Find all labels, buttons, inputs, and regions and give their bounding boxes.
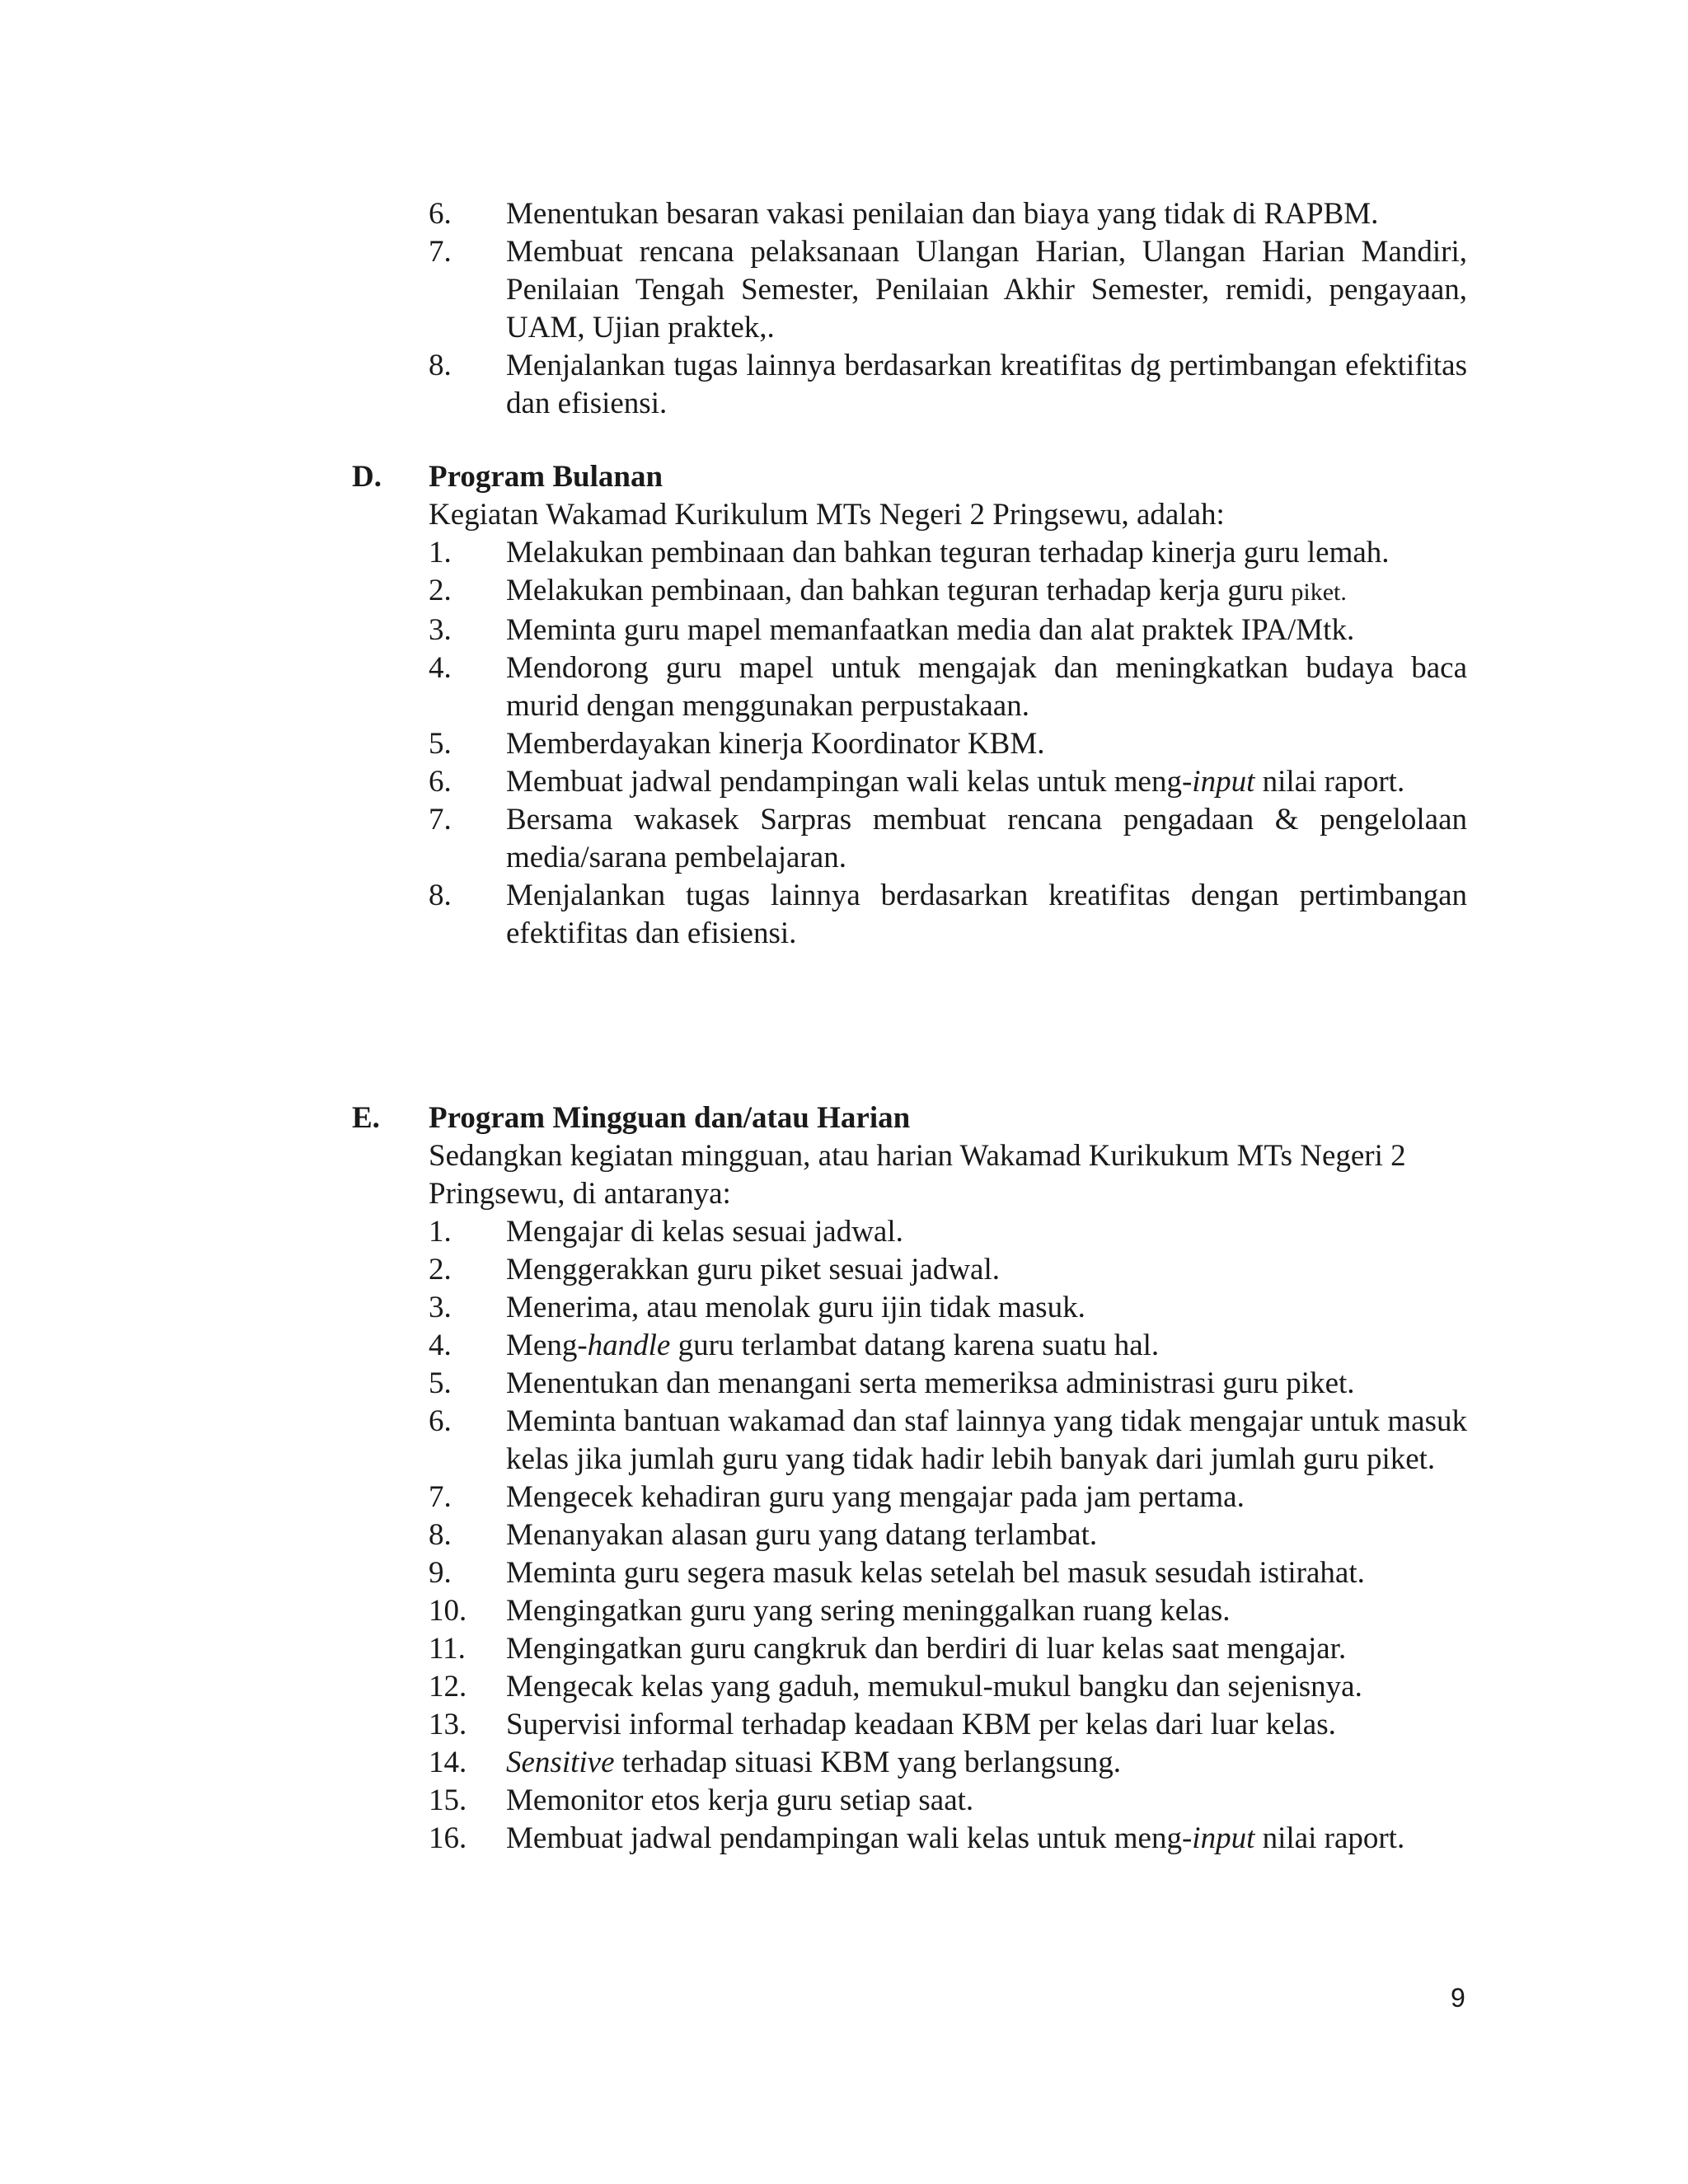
item-text: Mengecak kelas yang gaduh, memukul-mukul bangku dan sejenisnya. [506,1670,1362,1704]
item-text: Mendorong guru mapel untuk mengajak dan meningkatkan budaya baca murid dengan menggunakan perpustakaan. [506,651,1467,723]
list-item [429,1516,1467,1554]
item-number: 8. [429,1518,452,1552]
item-text: Menanyakan alasan guru yang datang terlambat. [506,1518,1098,1552]
list-item [429,1251,1467,1289]
item-text: Meng- [506,1329,588,1362]
item-text: Mengajar di kelas sesuai jadwal. [506,1215,903,1249]
item-text: guru terlambat datang karena suatu hal. [670,1329,1160,1362]
item-text: Membuat jadwal pendampingan wali kelas untuk meng- [506,1821,1193,1855]
item-number: 14. [429,1746,467,1779]
section-c-list [429,195,1467,423]
item-number: 12. [429,1670,467,1704]
item-number: 1. [429,536,452,569]
item-number: 15. [429,1783,467,1817]
item-number: 13. [429,1708,467,1741]
item-text-small: piket. [1291,579,1347,606]
item-number: 9. [429,1556,452,1590]
item-text: Menentukan dan menangani serta memeriksa administrasi guru piket. [506,1366,1355,1400]
list-item [429,1820,1467,1858]
item-text-italic: handle [587,1329,671,1362]
list-item [429,1668,1467,1706]
list-item [429,1630,1467,1668]
section-e-list [429,1213,1467,1858]
item-number: 7. [429,1480,452,1514]
list-item [429,233,1467,347]
item-number: 7. [429,235,452,269]
item-text: terhadap situasi KBM yang berlangsung. [614,1746,1122,1779]
item-number: 4. [429,1329,452,1362]
list-item [429,1213,1467,1251]
section-d-intro: Kegiatan Wakamad Kurikulum MTs Negeri 2 Pringsewu, adalah: [429,498,1225,532]
item-text-italic: input [1192,765,1255,799]
item-number: 2. [429,1253,452,1286]
list-item [429,534,1467,572]
item-text-italic: Sensitive [506,1746,615,1779]
list-item [429,1782,1467,1820]
section-d-list [429,534,1467,953]
item-text: Mengecek kehadiran guru yang mengajar pada jam pertama. [506,1480,1245,1514]
list-item [429,1592,1467,1630]
item-number: 4. [429,651,452,685]
section-d-letter: D. [352,460,382,494]
item-number: 8. [429,879,452,912]
item-text: Mengingatkan guru cangkruk dan berdiri di luar kelas saat mengajar. [506,1632,1347,1666]
list-item [429,347,1467,423]
item-text: Menjalankan tugas lainnya berdasarkan kreatifitas dg pertimbangan efektifitas dan efisiensi. [506,349,1467,420]
list-item [429,725,1467,763]
item-number: 6. [429,765,452,799]
item-number: 10. [429,1594,467,1628]
item-text: Meminta guru mapel memanfaatkan media dan alat praktek IPA/Mtk. [506,613,1355,647]
item-number: 11. [429,1632,466,1666]
list-item [429,649,1467,725]
item-text: Meminta bantuan wakamad dan staf lainnya yang tidak mengajar untuk masuk kelas jika jumlah guru yang tidak hadir lebih banyak dari jumlah guru piket. [506,1404,1467,1476]
item-number: 2. [429,574,452,607]
item-number: 5. [429,1366,452,1400]
section-e-letter: E. [352,1101,380,1135]
section-d-title: Program Bulanan [429,460,663,494]
item-text-italic: input [1192,1821,1255,1855]
list-item [429,1479,1467,1516]
item-text: Supervisi informal terhadap keadaan KBM per kelas dari luar kelas. [506,1708,1336,1741]
item-number: 1. [429,1215,452,1249]
item-text: Membuat rencana pelaksanaan Ulangan Harian, Ulangan Harian Mandiri, Penilaian Tengah Semester, Penilaian Akhir Semester, remidi, pengayaan, UAM, Ujian praktek,. [506,235,1467,344]
list-item [429,801,1467,877]
item-text: Meminta guru segera masuk kelas setelah bel masuk sesudah istirahat. [506,1556,1365,1590]
item-text: nilai raport. [1254,765,1405,799]
item-number: 5. [429,727,452,761]
list-item [429,763,1467,801]
item-text: Menerima, atau menolak guru ijin tidak masuk. [506,1291,1085,1324]
item-text: Membuat jadwal pendampingan wali kelas untuk meng- [506,765,1193,799]
list-item [429,1744,1467,1782]
list-item [429,572,1467,612]
item-text: Melakukan pembinaan, dan bahkan teguran terhadap kerja guru [506,574,1292,607]
item-text: Menggerakkan guru piket sesuai jadwal. [506,1253,1001,1286]
list-item [429,1403,1467,1479]
item-text: Menentukan besaran vakasi penilaian dan biaya yang tidak di RAPBM. [506,197,1379,231]
list-item [429,1706,1467,1744]
list-item [429,877,1467,953]
list-item [429,1365,1467,1403]
item-text: Mengingatkan guru yang sering meninggalkan ruang kelas. [506,1594,1231,1628]
page-number: 9 [1451,1983,1465,2013]
item-text: Memberdayakan kinerja Koordinator KBM. [506,727,1045,761]
list-item [429,195,1467,233]
item-number: 3. [429,613,452,647]
item-text: nilai raport. [1254,1821,1405,1855]
item-text: Bersama wakasek Sarpras membuat rencana pengadaan & pengelolaan media/sarana pembelajaran. [506,803,1467,874]
item-number: 8. [429,349,452,382]
section-e-title: Program Mingguan dan/atau Harian [429,1101,911,1135]
list-item [429,1327,1467,1365]
item-number: 16. [429,1821,467,1855]
list-item [429,1289,1467,1327]
item-text: Memonitor etos kerja guru setiap saat. [506,1783,974,1817]
section-e-intro: Sedangkan kegiatan mingguan, atau harian Wakamad Kurikukum MTs Negeri 2 Pringsewu, di antaranya: [429,1139,1406,1211]
item-text: Menjalankan tugas lainnya berdasarkan kreatifitas dengan pertimbangan efektifitas dan efisiensi. [506,879,1467,950]
item-text: Melakukan pembinaan dan bahkan teguran terhadap kinerja guru lemah. [506,536,1390,569]
item-number: 6. [429,1404,452,1438]
item-number: 6. [429,197,452,231]
item-number: 7. [429,803,452,837]
item-number: 3. [429,1291,452,1324]
list-item [429,1554,1467,1592]
list-item [429,612,1467,649]
